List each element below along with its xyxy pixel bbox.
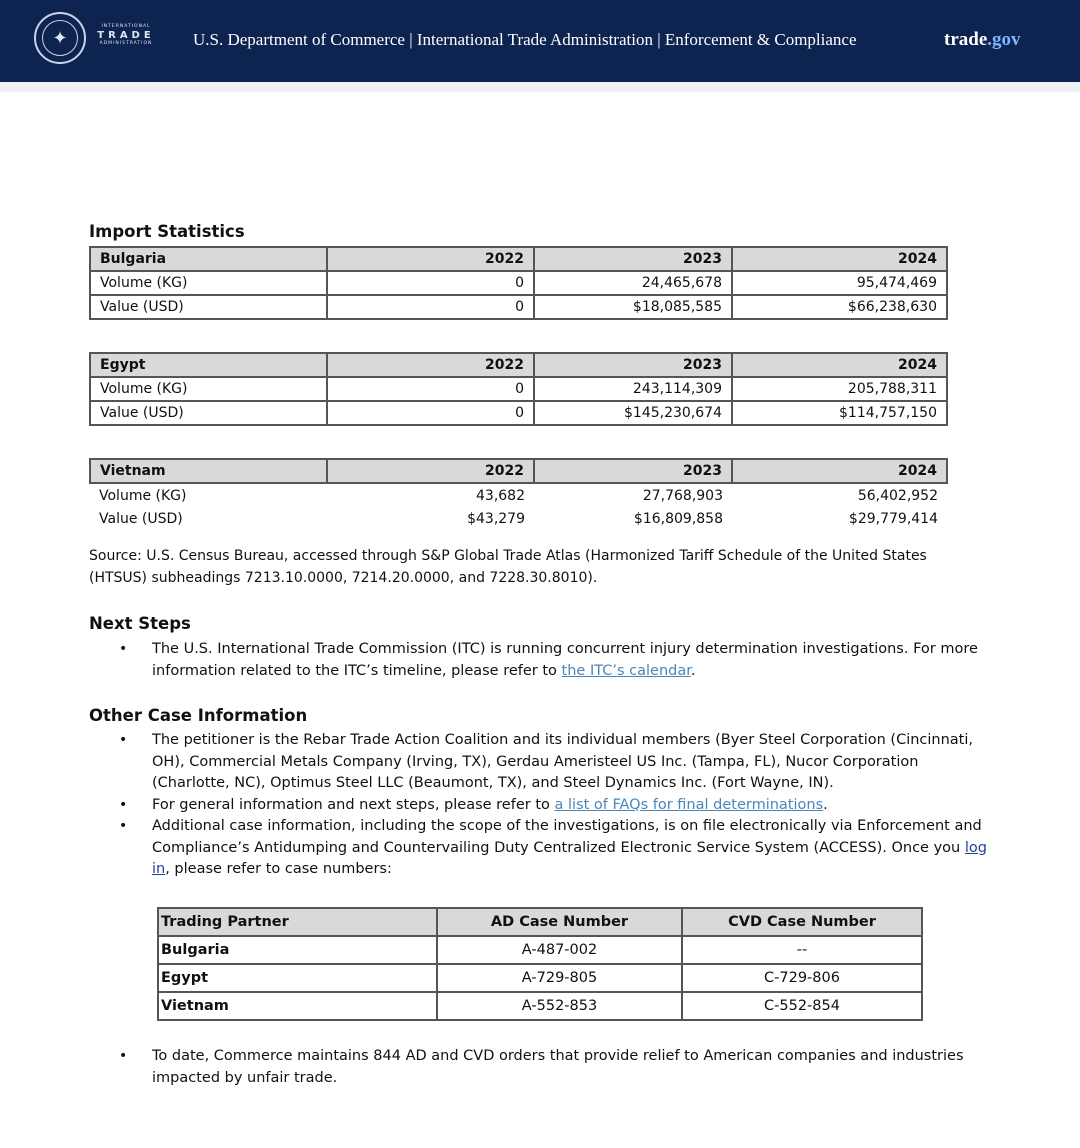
next-steps-heading: Next Steps [89, 614, 191, 633]
table-row [90, 377, 947, 401]
bullet-icon: • [119, 1048, 128, 1064]
trading-partner-cell: Vietnam [158, 992, 437, 1020]
cell-value: 56,402,952 [857, 487, 938, 504]
cvd-case-cell: C-729-806 [682, 964, 922, 992]
row-label: Volume (KG) [90, 271, 327, 295]
table-row [158, 936, 922, 964]
header-title: U.S. Department of Commerce | International Trade Administration | Enforcement & Compliance [193, 30, 857, 49]
cvd-case-cell: -- [682, 936, 922, 964]
import-table-egypt [89, 352, 948, 426]
ad-case-cell: A-487-002 [437, 936, 682, 964]
ita-logo-bottom-text: ADMINISTRATION [99, 41, 153, 46]
list-item-punct: . [690, 662, 696, 679]
list-item [119, 795, 997, 817]
table-header-row [158, 908, 922, 936]
trading-partner-cell: Egypt [158, 964, 437, 992]
ita-logo-top-text: INTERNATIONAL [101, 24, 151, 29]
ita-logo-main-text: TRADE [97, 30, 155, 41]
eagle-icon: ✦ [42, 20, 78, 56]
bullet-icon: • [119, 641, 128, 657]
site-header [0, 0, 1080, 82]
list-item-text-end: , please refer to case numbers: [165, 861, 392, 877]
list-item [119, 1046, 982, 1089]
cell-value: 95,474,469 [732, 271, 947, 295]
row-label: Value (USD) [90, 295, 327, 319]
row-label: Volume (KG) [99, 487, 187, 504]
case-numbers-table [157, 907, 923, 1021]
bullet-icon: • [119, 732, 128, 748]
year-header: 2023 [534, 247, 732, 271]
table-row [90, 483, 947, 507]
cell-value: 243,114,309 [534, 377, 732, 401]
brand-main: trade [944, 29, 988, 50]
list-item-text: To date, Commerce maintains 844 AD and CVD orders that provide relief to American companies and industries impacted by unfair trade. [152, 1048, 964, 1086]
list-item [119, 639, 982, 682]
import-statistics-heading: Import Statistics [89, 222, 245, 241]
country-name: Bulgaria [90, 247, 327, 271]
year-header: 2023 [534, 353, 732, 377]
cell-value: 0 [327, 401, 534, 425]
table-row [158, 992, 922, 1020]
table-header-row [90, 459, 947, 483]
cell-value: 43,682 [476, 487, 525, 504]
year-header: 2024 [732, 353, 947, 377]
year-header: 2022 [327, 459, 534, 483]
list-item-punct: . [823, 796, 828, 813]
country-name: Vietnam [90, 459, 327, 483]
cvd-case-cell: C-552-854 [682, 992, 922, 1020]
list-item [119, 816, 997, 881]
column-header-cvd-case: CVD Case Number [682, 908, 922, 936]
table-row [90, 271, 947, 295]
next-steps-list [119, 639, 982, 682]
cell-value: $16,809,858 [633, 511, 723, 527]
faqs-final-determinations-link[interactable]: a list of FAQs for final determinations [554, 796, 824, 813]
cell-value: 205,788,311 [732, 377, 947, 401]
cell-value: $66,238,630 [732, 295, 947, 319]
ita-logo[interactable] [93, 24, 159, 47]
closing-list [119, 1046, 982, 1089]
itc-calendar-link[interactable]: the ITC’s calendar [561, 662, 691, 679]
import-table-vietnam [89, 458, 948, 531]
table-header-row [90, 353, 947, 377]
table-header-row [90, 247, 947, 271]
cell-value: $29,779,414 [848, 511, 938, 527]
year-header: 2023 [534, 459, 732, 483]
year-header: 2024 [732, 459, 947, 483]
row-label: Volume (KG) [90, 377, 327, 401]
trading-partner-cell: Bulgaria [158, 936, 437, 964]
list-item-text: Additional case information, including the scope of the investigations, is on file electronically via Enforcement and Compliance’s Antidumping and Countervailing Duty Centralized Electronic Service System (ACCESS). Once you [152, 818, 982, 856]
brand-suffix: .gov [987, 29, 1021, 50]
year-header: 2022 [327, 353, 534, 377]
table-row [90, 295, 947, 319]
cell-value: $145,230,674 [534, 401, 732, 425]
import-table-bulgaria [89, 246, 948, 320]
table-row [158, 964, 922, 992]
other-case-info-list [119, 730, 997, 881]
cell-value: 27,768,903 [642, 487, 723, 504]
bullet-icon: • [119, 796, 128, 813]
commerce-seal-icon[interactable] [34, 12, 86, 64]
table-row [90, 401, 947, 425]
cell-value: 24,465,678 [534, 271, 732, 295]
other-case-info-heading: Other Case Information [89, 706, 308, 725]
cell-value: $18,085,585 [534, 295, 732, 319]
trade-gov-logo[interactable] [944, 29, 1021, 51]
list-item-text: The petitioner is the Rebar Trade Action Coalition and its individual members (Byer Steel Corporation (Cincinnati, OH), Commercial Metals Company (Irving, TX), Gerdau Ameristeel US Inc. (Tampa, FL), Nucor Corporation (Charlotte, NC), Optimus Steel LLC (Beaumont, TX), and Steel Dynamics Inc. (Fort Wayne, IN). [152, 732, 973, 791]
cell-value: 0 [327, 295, 534, 319]
import-data-source: Source: U.S. Census Bureau, accessed through S&P Global Trade Atlas (Harmonized Tariff Schedule of the United States (HTSUS) subheadings 7213.10.0000, 7214.20.0000, and 7228.30.8010). [89, 548, 927, 586]
list-item-text: The U.S. International Trade Commission (ITC) is running concurrent injury determination investigations. For more information related to the ITC’s timeline, please refer to [152, 641, 978, 679]
bullet-icon: • [119, 818, 128, 834]
column-header-ad-case: AD Case Number [437, 908, 682, 936]
cell-value: $43,279 [467, 511, 525, 527]
list-item-text: For general information and next steps, please refer to [152, 796, 555, 813]
list-item [119, 730, 997, 795]
year-header: 2024 [732, 247, 947, 271]
year-header: 2022 [327, 247, 534, 271]
ad-case-cell: A-729-805 [437, 964, 682, 992]
column-header-trading-partner: Trading Partner [158, 908, 437, 936]
header-divider-strip [0, 82, 1080, 92]
cell-value: $114,757,150 [732, 401, 947, 425]
cell-value: 0 [327, 377, 534, 401]
cell-value: 0 [327, 271, 534, 295]
country-name: Egypt [90, 353, 327, 377]
ad-case-cell: A-552-853 [437, 992, 682, 1020]
row-label: Value (USD) [90, 401, 327, 425]
row-label: Value (USD) [99, 511, 183, 527]
log-in-link[interactable]: log in [152, 839, 987, 877]
table-row [90, 507, 947, 531]
